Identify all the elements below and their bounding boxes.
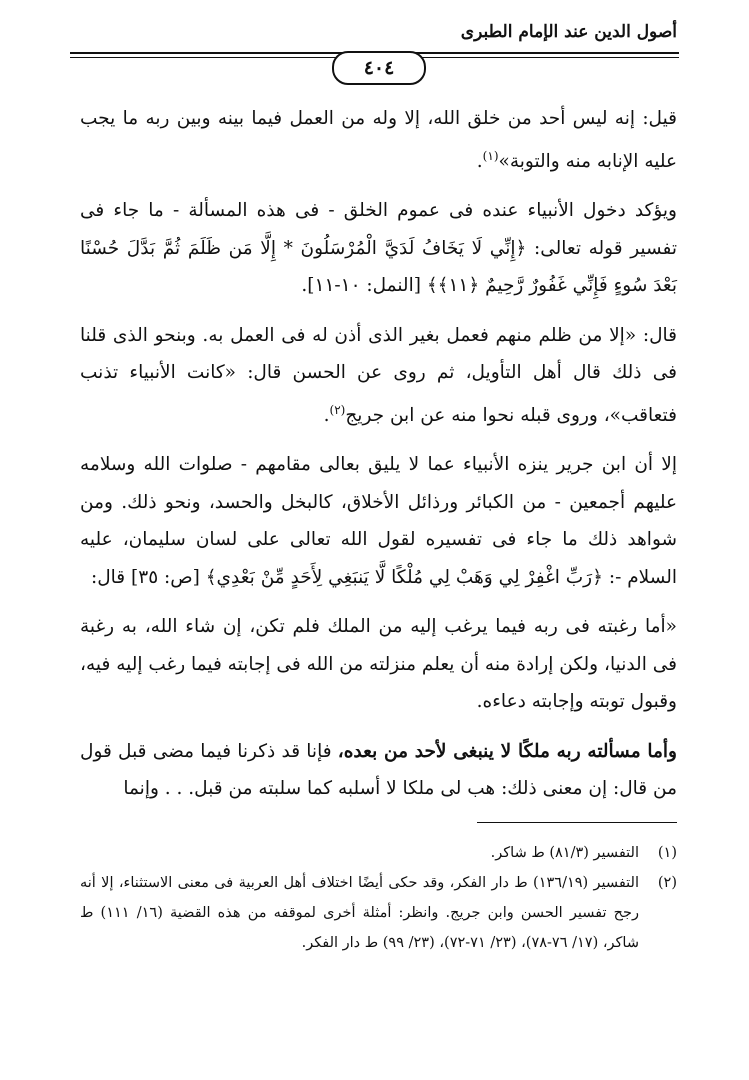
paragraph-3 <box>80 317 677 435</box>
paragraph-1 <box>80 100 677 180</box>
footnote-rule <box>477 822 677 823</box>
footnote-ref-1: (١) <box>482 148 499 163</box>
paragraph-5 <box>80 608 677 721</box>
footnote-2-number: (٢) <box>657 875 677 891</box>
running-title: أصول الدين عند الإمام الطبرى <box>460 22 677 42</box>
paragraph-2-intro: ويؤكد دخول الأنبياء عنده فى عموم الخلق - فى هذه المسألة - ما جاء فى تفسير قوله تعالى: <box>80 200 677 259</box>
footnote-1 <box>80 838 677 868</box>
paragraph-2 <box>80 192 677 305</box>
paragraph-3-text: قال: «إلا من ظلم منهم فعمل بغير الذى أذن له فى العمل به. وبنحو الذى قلنا فى ذلك قال أهل التأويل، ثم روى عن الحسن قال: «كانت الأنبياء تذنب فتعاقب»، وروى قبله نحوا منه عن ابن جريج <box>80 324 677 426</box>
main-text <box>80 100 677 820</box>
footnote-1-number: (١) <box>657 845 677 861</box>
paragraph-3-end: . <box>323 404 330 426</box>
paragraph-6 <box>80 733 677 808</box>
paragraph-6-bold: وأما مسألته ربه ملكًا لا ينبغى لأحد من بعده، <box>337 740 677 762</box>
footnote-1-text: التفسير (٨١/٣) ط شاكر. <box>490 845 639 861</box>
paragraph-1-end: . <box>476 150 483 172</box>
quran-verse-naml: ﴿إِنِّي لَا يَخَافُ لَدَيَّ الْمُرْسَلُونَ * إِلَّا مَن ظَلَمَ ثُمَّ بَدَّلَ حُسْنًا بَعْدَ سُوءٍ فَإِنِّي غَفُورٌ رَّحِيمٌ ﴿١١﴾﴾ <box>80 237 677 297</box>
paragraph-2-citation: [النمل: ١٠-١١]. <box>301 275 427 297</box>
paragraph-5-text: «أما رغبته فى ربه فيما يرغب إليه من الملك فلم تكن، إن شاء الله، به رغبة فى الدنيا، ولكن إرادة منه أن يعلم منزلته من الله فى إجابته فيما رغب إليه فيه، وقبول توبته وإجابته دعاءه. <box>80 616 677 713</box>
paragraph-4-intro: إلا أن ابن جرير ينزه الأنبياء عما لا يليق بعالى مقامهم - صلوات الله وسلامه عليهم أجمعين - من الكبائر ورذائل الأخلاق، كالبخل والحسد، ونحو ذلك. ومن شواهد ذلك ما جاء فى تفسيره لقول الله تعالى على لسان سليمان، عليه السلام -: <box>80 454 677 588</box>
paragraph-4-citation: [ص: ٣٥] قال: <box>91 566 206 588</box>
page-number: ٤٠٤ <box>332 51 426 85</box>
footnote-2-text: التفسير (١٣٦/١٩) ط دار الفكر، وقد حكى أيضًا اختلاف أهل العربية فى معنى الاستثناء، إلا أنه رجح تفسير الحسن وابن جريج. وانظر: أمثلة أخرى لموقفه من هذه القضية (١٦/ ١١١) ط شاكر، (١٧/ ٧٦-٧٨)، (٢٣/ ٧١-٧٢)، (٢٣/ ٩٩) ط دار الفكر. <box>80 875 639 951</box>
paragraph-6-text: فإنا قد ذكرنا فيما مضى قبل قول من قال: إن معنى ذلك: هب لى ملكا لا أسلبه كما سلبته من قبل. . . وإنما <box>80 740 677 800</box>
footnote-2 <box>80 868 677 958</box>
footnotes <box>80 838 677 958</box>
paragraph-4 <box>80 446 677 596</box>
footnote-ref-2: (٢) <box>329 402 346 417</box>
quran-verse-sad: ﴿رَبِّ اغْفِرْ لِي وَهَبْ لِي مُلْكًا لَّا يَنبَغِي لِأَحَدٍ مِّنْ بَعْدِي﴾ <box>205 566 603 588</box>
paragraph-1-text: قيل: إنه ليس أحد من خلق الله، إلا وله من العمل فيما بينه وبين ربه ما يجب عليه الإنابه منه والتوبة» <box>80 108 677 172</box>
